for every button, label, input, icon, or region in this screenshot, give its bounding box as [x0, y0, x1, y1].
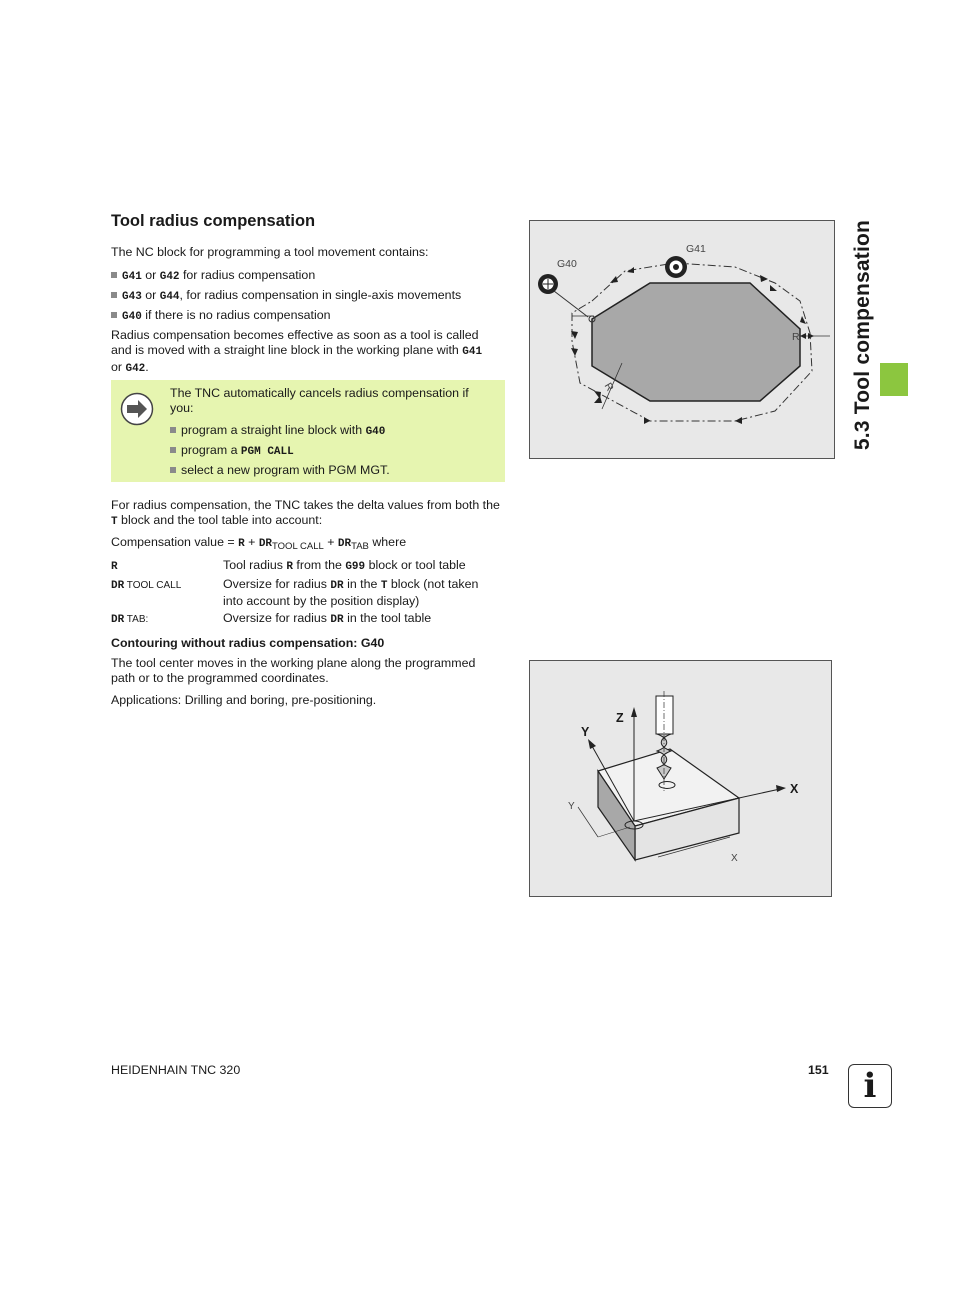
dimension-label-x: X [731, 853, 738, 864]
bullet-icon [170, 447, 176, 453]
arrow-right-icon [120, 392, 154, 426]
dimension-label-y: Y [568, 801, 575, 812]
bullet-icon [170, 427, 176, 433]
g40-paragraph: The tool center moves in the working plane along the programmed path or to the programmed coordinates. [111, 656, 476, 685]
list-item: G41 or G42 for radius compensation [111, 268, 511, 285]
definition-row: R Tool radius R from the G99 block or tool table [111, 558, 466, 573]
compensation-formula: Compensation value = $R + DR_{TOOL CALL} + DR_{TAB}$ where [111, 535, 407, 552]
footer-product: HEIDENHAIN TNC 320 [111, 1063, 241, 1077]
applications-text: Applications: Drilling and boring, pre-positioning. [111, 693, 377, 707]
bullet-icon [170, 467, 176, 473]
axis-label-z: Z [616, 711, 624, 725]
label-r-right: R [792, 331, 800, 343]
axis-label-x: X [790, 782, 799, 796]
chapter-tab-marker [880, 363, 908, 396]
bullet-icon [111, 312, 117, 318]
note-list [170, 423, 500, 478]
list-item: program a PGM CALL [170, 443, 500, 460]
definition-row: DR TAB: Oversize for radius DR in the tool table [111, 611, 432, 626]
effect-paragraph: Radius compensation becomes effective as soon as a tool is called and is moved with a straight line block in the working plane with G41 or G42. [111, 328, 483, 375]
workpiece-diagram [530, 661, 831, 896]
chapter-side-title: 5.3 Tool compensation [851, 219, 874, 451]
definition-list [111, 558, 511, 628]
label-g41: G41 [686, 243, 706, 255]
list-item: G43 or G44, for radius compensation in single-axis movements [111, 288, 511, 305]
list-item: G40 if there is no radius compensation [111, 308, 511, 325]
drilling-figure [529, 660, 832, 897]
sub-heading: Contouring without radius compensation: G40 [111, 636, 385, 650]
page-number: 151 [808, 1063, 829, 1077]
bullet-icon [111, 272, 117, 278]
bullet-icon [111, 292, 117, 298]
list-item: select a new program with PGM MGT. [170, 463, 500, 478]
note-text: The TNC automatically cancels radius compensation if you: [170, 386, 469, 415]
octagon-diagram [530, 221, 834, 458]
intro-text: The NC block for programming a tool movement contains: [111, 245, 429, 259]
section-heading: Tool radius compensation [111, 212, 316, 230]
definition-row: DR TOOL CALL Oversize for radius DR in the T block (not taken into account by the position display) [111, 577, 479, 608]
label-g40: G40 [557, 258, 577, 270]
delta-paragraph: For radius compensation, the TNC takes the delta values from both the T block and the tool table into account: [111, 498, 500, 528]
label-r-left: R [601, 380, 616, 394]
note-box [111, 380, 505, 482]
axis-label-y: Y [581, 725, 590, 739]
info-icon: i [848, 1064, 892, 1108]
radius-compensation-figure [529, 220, 835, 459]
bullet-list [111, 268, 511, 325]
list-item: program a straight line block with G40 [170, 423, 500, 440]
